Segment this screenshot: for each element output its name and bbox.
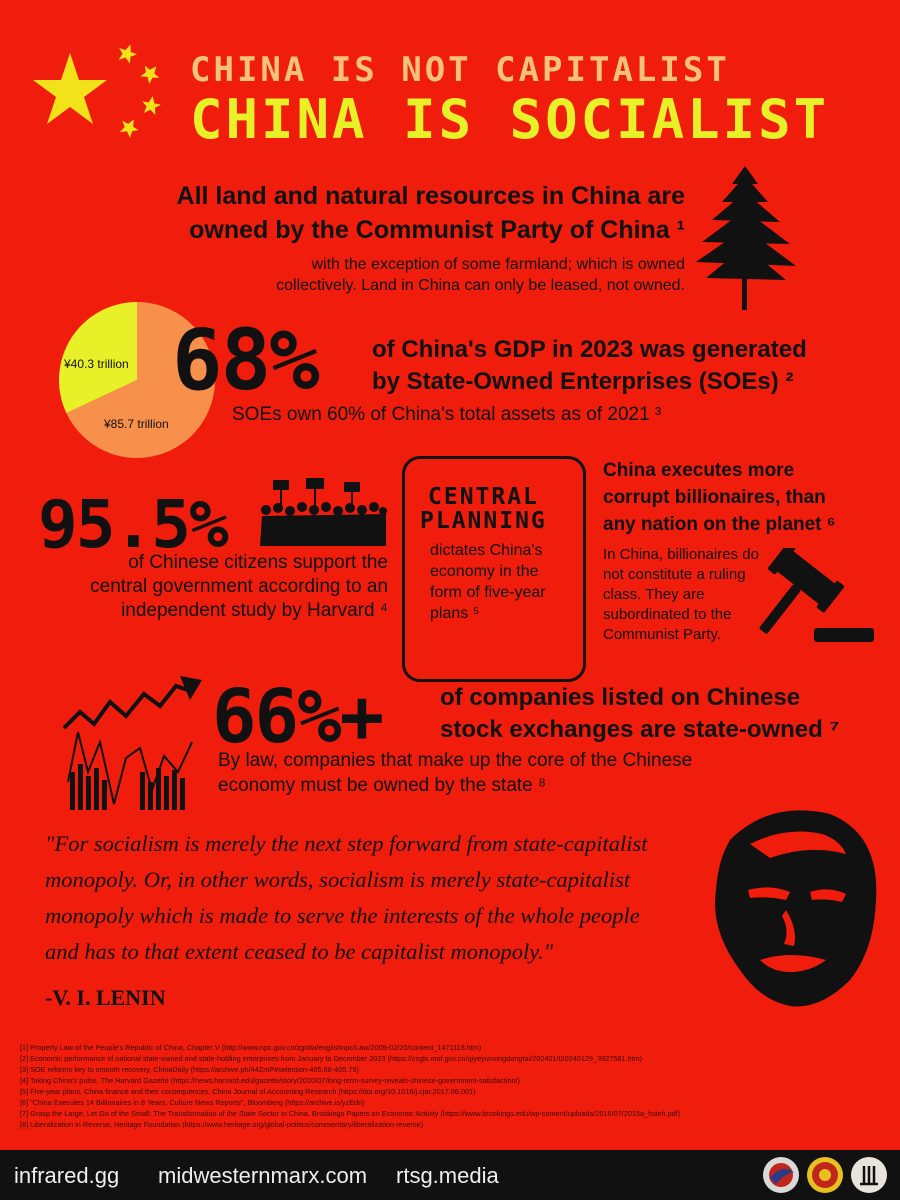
reference-8: [8] Liberalization in Reverse, Heritage Foundation (https://www.heritage.org/global-politics/commentary/liberalization-reverse): [20, 1120, 424, 1129]
rtsg-logo-icon: [850, 1156, 888, 1194]
quote-author: -V. I. LENIN: [45, 985, 166, 1010]
reference-6: [6] "China Executes 14 Billionaires in 8 Years, Culture News Reports", Bloomberg (https://archive.is/yzEdn): [20, 1098, 365, 1107]
lenin-portrait-icon: [690, 800, 890, 1030]
billionaires-text-2: not constitute a ruling: [603, 566, 746, 583]
title-line-1: CHINA IS NOT CAPITALIST: [190, 50, 730, 90]
planning-text-3: form of five-year: [430, 584, 546, 601]
companies-sub-1: By law, companies that make up the core of the Chinese: [218, 750, 693, 771]
land-headline-1: All land and natural resources in China are: [176, 182, 685, 210]
reference-7: [7] Grasp the Large, Let Go of the Small: The Transformation of the State Sector in China, Brookings Papers on Economic Activity (https://www.brookings.edu/wp-content/uploads/2016/07/2015a_hsieh.pdf): [20, 1109, 681, 1118]
reference-1: [1] Property Law of the People's Republic of China, Chapter V (http://www.npc.gov.cn/zgrdw/englishnpc/Law/2009-02/20/content_1471118.htm): [20, 1043, 482, 1052]
pine-tree-icon: [690, 162, 800, 312]
billionaires-headline-3: any nation on the planet ⁶: [603, 514, 836, 535]
reference-5: [5] Five-year plans, China finance and their consequences, China Journal of Accounting Research (https://doi.org/10.1016/j.cjar.2017.06.001): [20, 1087, 476, 1096]
support-sub-3: independent study by Harvard ⁴: [121, 600, 388, 621]
companies-headline-2: stock exchanges are state-owned ⁷: [440, 716, 840, 743]
billionaires-headline-2: corrupt billionaires, than: [603, 487, 826, 508]
support-sub-1: of Chinese citizens support the: [128, 552, 388, 573]
stock-chart-icon: [60, 672, 210, 812]
land-sub-2: collectively. Land in China can only be leased, not owned.: [276, 277, 685, 294]
planning-text-2: economy in the: [430, 563, 539, 580]
land-sub-1: with the exception of some farmland; which is owned: [311, 256, 685, 273]
midwestern-marx-logo-icon: [806, 1156, 844, 1194]
planning-title-1: CENTRAL: [428, 484, 539, 510]
footer-link-midwesternmarx[interactable]: midwesternmarx.com: [158, 1163, 368, 1188]
title-line-2: CHINA IS SOCIALIST: [190, 88, 830, 151]
lenin-quote: "For socialism is merely the next step forward from state-capitalist monopoly. Or, in other words, socialism is merely state-capitalist monopoly which is made to serve the interests of the whole people and has to that extent ceased to be capitalist monopoly.": [45, 831, 648, 964]
infrared-logo-icon: [762, 1156, 800, 1194]
gavel-icon: [748, 548, 878, 648]
footer-link-infrared[interactable]: infrared.gg: [14, 1163, 120, 1188]
billionaires-text-5: Communist Party.: [603, 626, 722, 643]
billionaires-text-4: subordinated to the: [603, 606, 732, 623]
companies-sub-2: economy must be owned by the state ⁸: [218, 775, 547, 796]
gdp-number: 68%: [172, 311, 318, 409]
companies-headline-1: of companies listed on Chinese: [440, 684, 801, 711]
footer-link-rtsg[interactable]: rtsg.media: [396, 1163, 499, 1188]
reference-3: [3] SOE reforms key to smooth recovery, ChinaDaily (https://archive.ph/44ZmP#selection-405.68-405.79): [20, 1065, 359, 1074]
china-flag-stars-icon: [30, 40, 170, 150]
land-headline-2: owned by the Communist Party of China ¹: [189, 216, 685, 244]
protest-crowd-icon: [258, 476, 388, 546]
support-sub-2: central government according to an: [90, 576, 388, 597]
companies-number: 66%+: [212, 674, 383, 760]
planning-text-1: dictates China's: [430, 542, 543, 559]
planning-text-4: plans ⁵: [430, 605, 480, 622]
support-number: 95.5%: [38, 486, 227, 563]
reference-2: [2] Economic performance of national state-owned and state-holding enterprises from January to December 2023 (https://zcgls.mof.gov.cn/qiyeyunxingdongtai/202401/t20240129_3927581.htm): [20, 1054, 643, 1063]
gdp-headline-1: of China's GDP in 2023 was generated: [372, 336, 807, 363]
gdp-headline-2: by State-Owned Enterprises (SOEs) ²: [372, 368, 794, 395]
billionaires-headline-1: China executes more: [603, 460, 795, 481]
planning-title-2: PLANNING: [420, 508, 547, 534]
pie-label-1: ¥40.3 trillion: [64, 357, 129, 371]
billionaires-text-1: In China, billionaires do: [603, 546, 759, 563]
billionaires-text-3: class. They are: [603, 586, 705, 603]
pie-label-2: ¥85.7 trillion: [104, 417, 169, 431]
gdp-sub: SOEs own 60% of China's total assets as of 2021 ³: [232, 404, 662, 425]
reference-4: [4] Taking China's pulse, The Harvard Gazette (https://news.harvard.edu/gazette/story/2020/07/long-term-survey-reveals-chinese-government-satisfaction/): [20, 1076, 520, 1085]
